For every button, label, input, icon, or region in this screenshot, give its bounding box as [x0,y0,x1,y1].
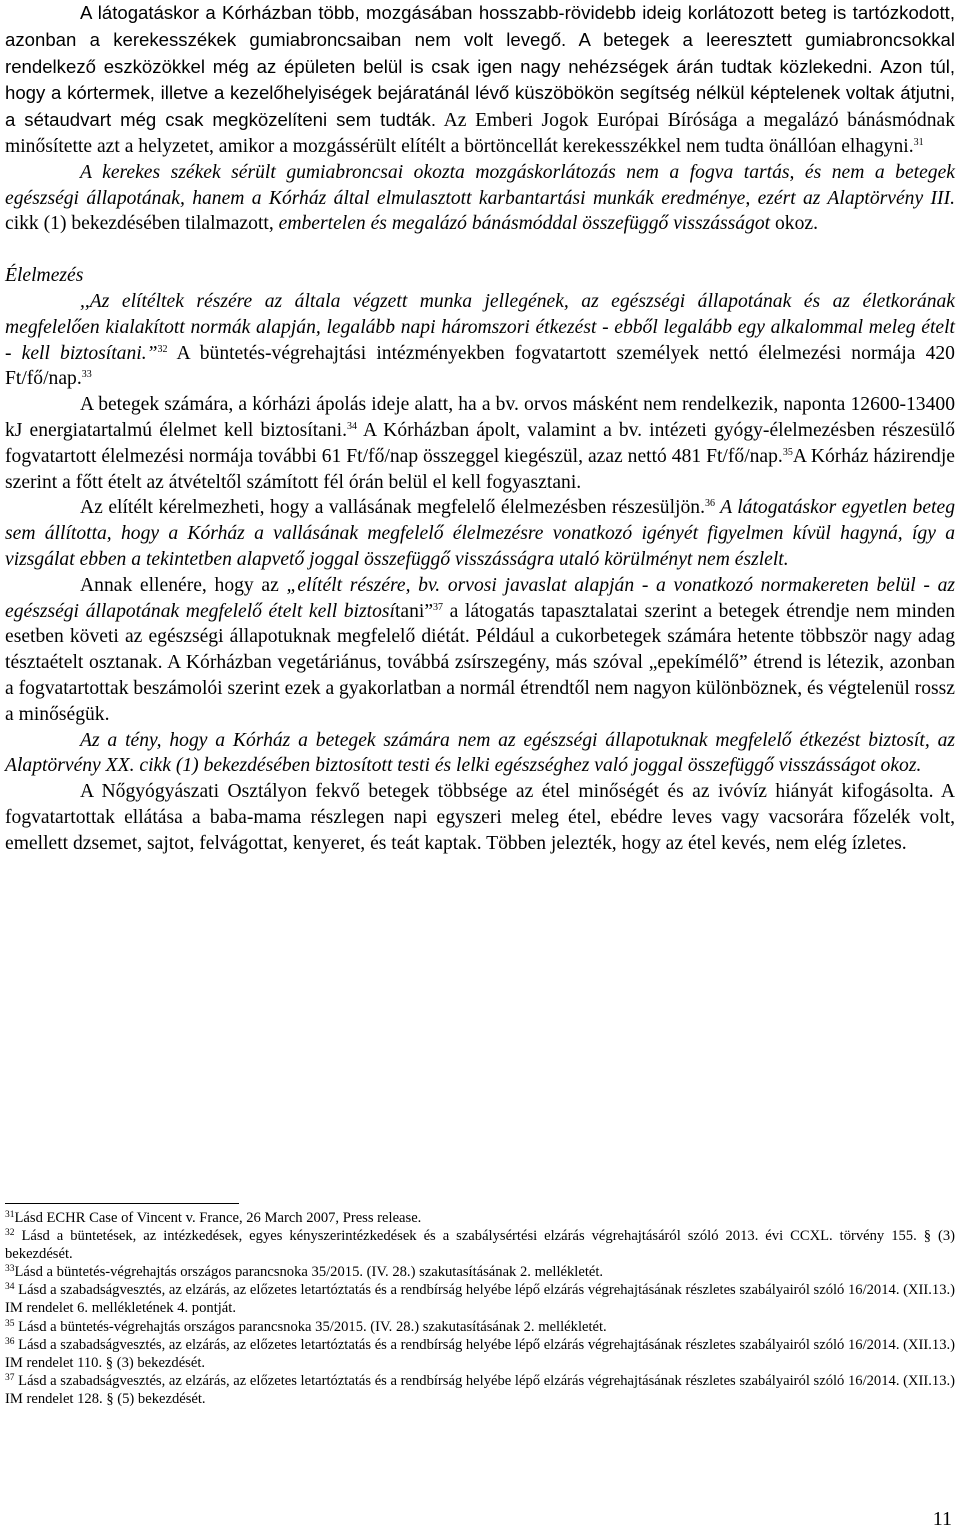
paragraph-religious-diet [5,495,955,572]
footnote-37 [5,1372,955,1408]
paragraph-text: A betegek számára, a kórházi ápolás ideje alatt, ha a bv. orvos másként nem rendelkezik, naponta 12600-13400 kJ energiatartalmú élelmet kell biztosítani. [5,394,955,441]
paragraph-text: A Kórházban ápolt, valamint a bv. intézeti gyógy-élelmezésben részesülő fogvatartott élelmezési normája további 61 Ft/fő/nap összeggel kiegészül, azaz nettó 481 Ft/fő/nap. [5,419,955,467]
paragraph-text: Az Emberi Jogok Európai Bírósága a megalázó bánásmódnak minősítette azt a helyzetet, amikor a mozgássérült elítélt a börtöncellát kerekesszékkel nem tudta önállóan elhagyni. [5,110,956,157]
footnote-number: 36 [5,1336,15,1347]
footnote-number: 37 [5,1372,15,1383]
footnote-number: 31 [5,1210,15,1220]
paragraph-text: Azon túl, hogy a kórtermek, illetve a kezelőhelyiségek bejáratánál lévő küszöbökön segítség nélkül képtelenek voltak átjutni, a sétaudvart még csak megközelíteni sem tudták. [5,55,956,131]
paragraph-text: tani” [394,600,434,622]
finding-text: okoz. [770,213,818,235]
footnote-ref-36[interactable]: 36 [704,498,715,510]
footnote-text: Lásd a szabadságvesztés, az elzárás, az előzetes letartóztatás és a rendbírság helyébe lépő elzárás végrehajtásának részletes szabályairól szóló 16/2014. (XII.13.) IM rendelet 128. § (5) bekezdését. [5,1372,955,1407]
footnote-number: 33 [5,1264,15,1275]
footnote-31 [5,1209,955,1227]
footnote-36 [5,1336,955,1372]
footnote-ref-37[interactable]: 37 [433,601,444,613]
footnote-33 [5,1263,955,1281]
paragraph-wheelchairs [5,0,955,160]
paragraph-text: Az elítélt kérelmezheti, hogy a vallásának megfelelő élelmezésben részesüljön. [80,497,705,519]
footnote-number: 34 [5,1282,15,1293]
page-number: 11 [932,1508,952,1530]
footnote-number: 32 [5,1228,15,1239]
footnote-ref-33[interactable]: 33 [81,369,92,381]
footnote-text: Lásd a büntetés-végrehajtás országos parancsnoka 35/2015. (IV. 28.) szakutasításának 2. mellékletét. [14,1318,607,1335]
footnotes [5,1209,955,1408]
section-heading: Élelmezés [5,265,84,287]
paragraph-diet [5,573,955,728]
legal-quote: „elítélt részére, bv. orvosi javaslat alapján - a vonatkozó normakereten belül - az egészségi állapotának megfelelő ételt kell biztosí [5,574,955,622]
footnote-text: Lásd a büntetések, az intézkedések, egyes kényszerintézkedések és a szabálysértési elzárás végrehajtásáról szóló 2013. évi CCXL. törvény 155. § (3) bekezdését. [5,1228,955,1263]
finding-italic: A látogatáskor egyetlen beteg sem állította, hogy a Kórház a vallásának megfelelő élelmezésre vonatkozó igényét figyelmen kívül hagyná, így a vizsgálat ebben a tekintetben alapvető joggal összefüggő visszásságra utaló körülményt nem észlelt. [5,497,955,570]
footnote-ref-34[interactable]: 34 [346,420,357,432]
finding-text: cikk (1) bekezdésében tilalmazott, [5,213,279,235]
footnote-text: Lásd a szabadságvesztés, az elzárás, az előzetes letartóztatás és a rendbírság helyébe lépő elzárás végrehajtásának részletes szabályairól szóló 16/2014. (XII.13.) IM rendelet 6. mellékletének 4. pontját. [5,1282,955,1317]
paragraph-food-norms [5,289,955,392]
paragraph-text: A látogatáskor a Kórházban több, mozgásában hosszabb-rövidebb ideig korlátozott beteg is tartózkodott, azonban a kerekesszékek gumiabroncsaiban nem volt levegő. A betegek a leeresztett gumiabroncsokkal rendelkező eszközökkel még az épületen belül is csak igen nagy nehézségek árán tudtak közlekedni. [5,2,955,77]
paragraph-patient-food [5,392,955,495]
document-body [5,0,955,857]
finding-italic: embertelen és megalázó bánásmóddal összefüggő visszásságot [278,213,771,235]
footnote-35 [5,1318,955,1336]
paragraph-text: a látogatás tapasztalatai szerint a betegek étrendje nem minden esetben követi az egészségi állapotuknak megfelelő diétát. Például a cukorbetegek számára hetente többször nagy adag tésztaételt osztanak. A Kórházban vegetáriánus, továbbá zsírszegény, más szóval „epekímélő” étrend is létezik, azonban a fogvatartottak beszámolói szerint ezek a gyakorlatban a normál étrendtől nem nagyon különböznek, és végtelenül rossz a minőségük. [5,600,955,725]
paragraph-text: A Kórház házirendje szerint a főtt ételt az átvételtől számított fél órán belül el kell fogyasztani. [5,445,955,493]
paragraph-text: A büntetés-végrehajtási intézményekben fogvatartott személyek nettó élelmezési normája 420 Ft/fő/nap. [5,342,955,390]
footnote-divider [5,1203,239,1204]
footnote-text: Lásd a büntetés-végrehajtás országos parancsnoka 35/2015. (IV. 28.) szakutasításának 2. mellékletét. [14,1264,604,1281]
finding-wheelchairs [5,160,955,237]
finding-italic: Az a tény, hogy a Kórház a betegek számára nem az egészségi állapotuknak megfelelő étkezést biztosít, az Alaptörvény XX. cikk (1) bekezdésében biztosított testi és lelki egészséghez való joggal összefüggő visszásságot okoz. [5,729,955,777]
footnote-text: Lásd ECHR Case of Vincent v. France, 26 March 2007, Press release. [14,1210,422,1226]
paragraph-text: Annak ellenére, hogy az [80,574,287,596]
finding-italic: A kerekes székek sérült gumiabroncsai okozta mozgáskorlátozás nem a fogva tartás, és nem a betegek egészségi állapotának, hanem a Kórház által elmulasztott karbantartási munkák eredménye, ezért az Alaptörvény III. [5,161,955,209]
footnote-number: 35 [5,1318,15,1329]
footnote-text: Lásd a szabadságvesztés, az elzárás, az előzetes letartóztatás és a rendbírság helyébe lépő elzárás végrehajtásának részletes szabályairól szóló 16/2014. (XII.13.) IM rendelet 110. § (3) bekezdését. [5,1336,955,1371]
footnote-ref-31[interactable]: 31 [913,136,924,148]
finding-diet [5,728,955,780]
paragraph-gynecology: A Nőgyógyászati Osztályon fekvő betegek többsége az étel minőségét és az ivóvíz hiányát kifogásolta. A fogvatartottak ellátása a baba-mama részlegen napi egyszeri meleg étel, ebédre leves vagy vacsorára főzelék volt, emellett dzsemet, sajtot, felvágottat, kenyeret, és teát kaptak. Többen jelezték, hogy az étel kevés, nem elég ízletes. [5,781,955,854]
legal-quote: ,,Az elítéltek részére az általa végzett munka jellegének, az egészségi állapotának és az életkorának megfelelően kialakított normák alapján, legalább napi háromszori étkezést - ebből legalább egy alkalommal meleg ételt - kell biztosítani.” [5,290,955,364]
footnote-ref-32[interactable]: 32 [157,343,168,355]
footnote-32 [5,1227,955,1263]
footnote-ref-35[interactable]: 35 [782,446,793,458]
footnote-34 [5,1281,955,1317]
